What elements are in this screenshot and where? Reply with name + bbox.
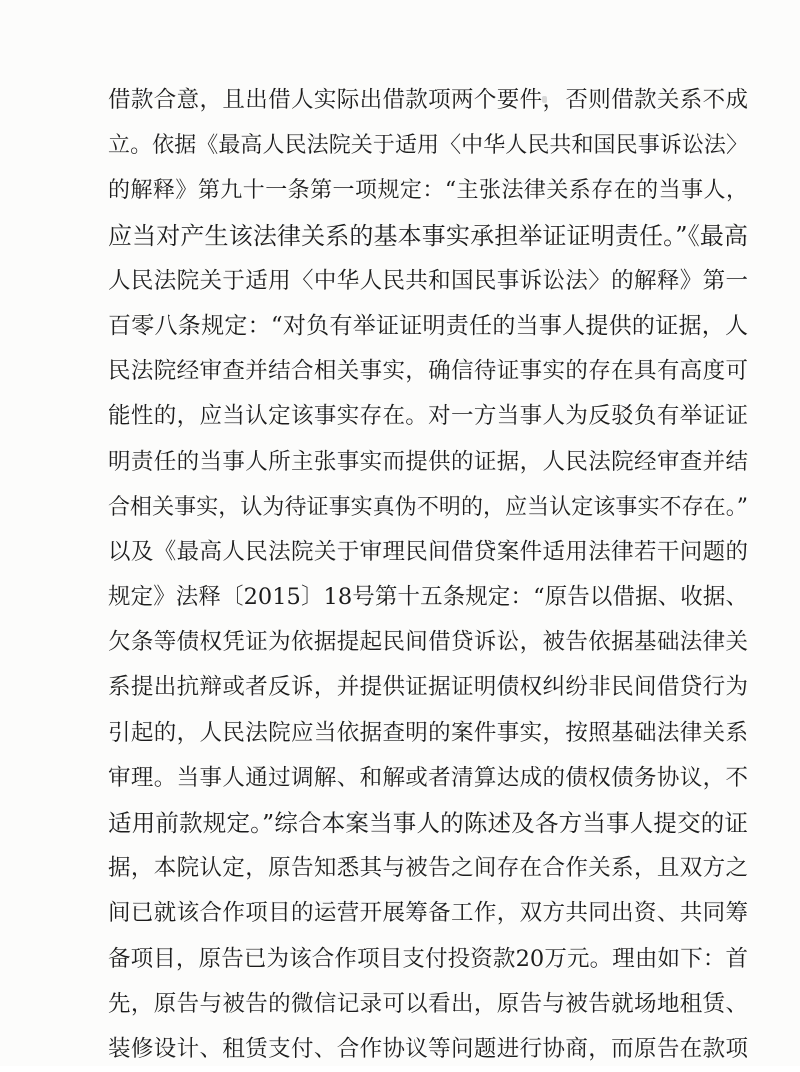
text-line: 百零八条规定：“对负有举证证明责任的当事人提供的证据，人 [108,312,748,339]
text-line: 立。依据《最高人民法院关于适用〈中华人民共和国民事诉讼法〉 [108,133,748,159]
text-line: 民法院经审查并结合相关事实，确信待证事实的存在具有高度可 [108,358,748,385]
text-line: 借款合意，且出借人实际出借款项两个要件，否则借款关系不成 [108,87,748,113]
text-line: 审理。当事人通过调解、和解或者清算达成的债权债务协议，不 [108,764,748,791]
text-line: 先，原告与被告的微信记录可以看出，原告与被告就场地租赁、 [108,990,748,1017]
text-line: 欠条等债权凭证为依据提起民间借贷诉讼，被告依据基础法律关 [108,629,748,656]
text-line: 应当对产生该法律关系的基本事实承担举证证明责任。”《最高 [108,221,748,250]
text-line: 装修设计、租赁支付、合作协议等问题进行协商，而原告在款项 [108,1035,748,1062]
text-line: 人民法院关于适用〈中华人民共和国民事诉讼法〉的解释》第一 [108,267,748,294]
body-text [108,78,748,1072]
text-line: 明责任的当事人所主张事实而提供的证据，人民法院经审查并结 [108,448,748,475]
text-line: 引起的，人民法院应当依据查明的案件事实，按照基础法律关系 [108,719,748,746]
text-line: 系提出抗辩或者反诉，并提供证据证明债权纠纷非民间借贷行为 [108,674,748,701]
text-line: 规定》法释〔2015〕18号第十五条规定：“原告以借据、收据、 [108,584,748,611]
text-line: 间已就该合作项目的运营开展筹备工作，双方共同出资、共同筹 [108,900,748,927]
text-line: 据，本院认定，原告知悉其与被告之间存在合作关系，且双方之 [108,855,748,882]
text-line: 适用前款规定。”综合本案当事人的陈述及各方当事人提交的证 [108,809,748,837]
text-line: 以及《最高人民法院关于审理民间借贷案件适用法律若干问题的 [108,538,748,565]
text-line: 合相关事实，认为待证事实真伪不明的，应当认定该事实不存在。” [108,494,748,520]
text-line: 能性的，应当认定该事实存在。对一方当事人为反驳负有举证证 [108,403,748,430]
text-line: 备项目，原告已为该合作项目支付投资款20万元。理由如下：首 [108,945,748,972]
text-line: 的解释》第九十一条第一项规定：“主张法律关系存在的当事人， [108,178,748,204]
